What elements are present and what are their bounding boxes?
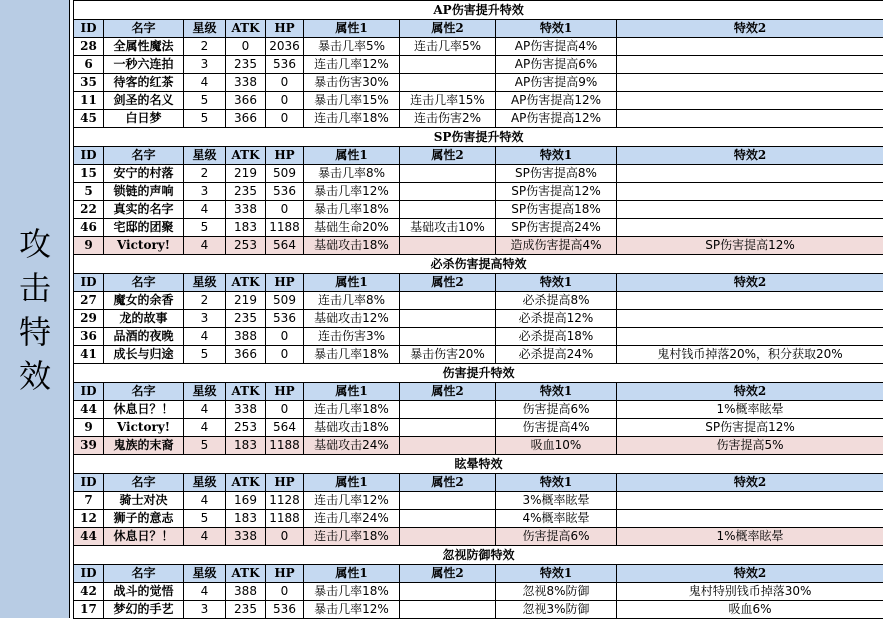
- table-row: [74, 437, 883, 455]
- cell-hp: 536: [266, 601, 304, 619]
- cell-hp: 0: [266, 201, 304, 219]
- cell-atk: 235: [226, 310, 266, 328]
- column-header-attr2: 属性2: [400, 565, 496, 583]
- cell-id: 7: [74, 492, 104, 510]
- cell-eff1: 必杀提高24%: [496, 346, 617, 364]
- cell-eff2: [617, 310, 883, 328]
- cell-atk: 366: [226, 92, 266, 110]
- column-header-id: ID: [74, 383, 104, 401]
- cell-eff2: 吸血6%: [617, 601, 883, 619]
- table-row: [74, 110, 883, 128]
- cell-attr2: [400, 401, 496, 419]
- column-header-star: 星级: [184, 274, 226, 292]
- column-header-eff2: 特效2: [617, 383, 883, 401]
- cell-star: 4: [184, 401, 226, 419]
- cell-hp: 0: [266, 74, 304, 92]
- cell-attr1: 连击几率12%: [304, 56, 400, 74]
- cell-eff2: SP伤害提高12%: [617, 419, 883, 437]
- column-header-eff2: 特效2: [617, 20, 883, 38]
- cell-eff2: [617, 510, 883, 528]
- cell-attr2: [400, 183, 496, 201]
- cell-attr1: 暴击几率12%: [304, 183, 400, 201]
- cell-eff1: AP伤害提高12%: [496, 110, 617, 128]
- cell-star: 5: [184, 437, 226, 455]
- cell-name: 骑士对决: [104, 492, 184, 510]
- cell-attr2: 基础攻击10%: [400, 219, 496, 237]
- table-row: [74, 165, 883, 183]
- cell-star: 4: [184, 528, 226, 546]
- section-title: 忽视防御特效: [74, 546, 883, 565]
- column-header-star: 星级: [184, 565, 226, 583]
- cell-hp: 536: [266, 56, 304, 74]
- cell-star: 3: [184, 601, 226, 619]
- cell-star: 4: [184, 583, 226, 601]
- cell-hp: 536: [266, 183, 304, 201]
- cell-eff1: AP伤害提高4%: [496, 38, 617, 56]
- effects-table: [73, 0, 883, 619]
- column-header-atk: ATK: [226, 20, 266, 38]
- cell-name: 全属性魔法: [104, 38, 184, 56]
- cell-hp: 0: [266, 528, 304, 546]
- cell-id: 17: [74, 601, 104, 619]
- column-header-star: 星级: [184, 147, 226, 165]
- cell-atk: 388: [226, 583, 266, 601]
- column-header-hp: HP: [266, 20, 304, 38]
- column-header-eff2: 特效2: [617, 565, 883, 583]
- column-header-atk: ATK: [226, 274, 266, 292]
- cell-id: 46: [74, 219, 104, 237]
- cell-eff2: 1%概率眩晕: [617, 401, 883, 419]
- column-header-hp: HP: [266, 274, 304, 292]
- table-row: [74, 201, 883, 219]
- column-header-eff2: 特效2: [617, 274, 883, 292]
- cell-star: 4: [184, 419, 226, 437]
- cell-star: 3: [184, 56, 226, 74]
- cell-atk: 338: [226, 528, 266, 546]
- cell-star: 4: [184, 492, 226, 510]
- header-row: [74, 474, 883, 492]
- cell-eff2: 伤害提高5%: [617, 437, 883, 455]
- cell-hp: 0: [266, 110, 304, 128]
- column-header-atk: ATK: [226, 147, 266, 165]
- cell-attr1: 基础攻击18%: [304, 237, 400, 255]
- cell-atk: 183: [226, 510, 266, 528]
- cell-name: 品酒的夜晚: [104, 328, 184, 346]
- cell-eff2: SP伤害提高12%: [617, 237, 883, 255]
- cell-eff2: 鬼村钱币掉落20%，积分获取20%: [617, 346, 883, 364]
- cell-id: 44: [74, 528, 104, 546]
- cell-id: 44: [74, 401, 104, 419]
- cell-eff2: [617, 165, 883, 183]
- table-row: [74, 601, 883, 619]
- cell-star: 2: [184, 165, 226, 183]
- cell-attr1: 连击几率18%: [304, 401, 400, 419]
- cell-atk: 219: [226, 292, 266, 310]
- cell-attr2: [400, 528, 496, 546]
- table-row: [74, 510, 883, 528]
- cell-id: 9: [74, 237, 104, 255]
- cell-hp: 1188: [266, 219, 304, 237]
- cell-name: 安宁的村落: [104, 165, 184, 183]
- cell-eff1: SP伤害提高12%: [496, 183, 617, 201]
- column-header-eff1: 特效1: [496, 147, 617, 165]
- section-title: SP伤害提升特效: [74, 128, 883, 147]
- table-row: [74, 56, 883, 74]
- section-title-row: [74, 128, 883, 147]
- cell-attr1: 连击几率12%: [304, 492, 400, 510]
- cell-attr2: [400, 328, 496, 346]
- cell-attr2: [400, 601, 496, 619]
- column-header-name: 名字: [104, 274, 184, 292]
- section-title-row: [74, 455, 883, 474]
- cell-hp: 0: [266, 583, 304, 601]
- effects-sheet: [73, 0, 883, 619]
- cell-attr2: [400, 165, 496, 183]
- cell-atk: 183: [226, 437, 266, 455]
- column-header-attr1: 属性1: [304, 474, 400, 492]
- column-header-attr2: 属性2: [400, 383, 496, 401]
- cell-name: 成长与归途: [104, 346, 184, 364]
- column-header-star: 星级: [184, 20, 226, 38]
- cell-eff2: [617, 292, 883, 310]
- header-row: [74, 565, 883, 583]
- cell-hp: 564: [266, 237, 304, 255]
- cell-atk: 235: [226, 601, 266, 619]
- column-header-attr1: 属性1: [304, 274, 400, 292]
- cell-atk: 253: [226, 419, 266, 437]
- cell-attr1: 暴击几率8%: [304, 165, 400, 183]
- cell-star: 3: [184, 310, 226, 328]
- cell-hp: 509: [266, 165, 304, 183]
- column-header-hp: HP: [266, 474, 304, 492]
- cell-hp: 0: [266, 346, 304, 364]
- cell-eff2: [617, 219, 883, 237]
- cell-atk: 235: [226, 183, 266, 201]
- column-header-attr2: 属性2: [400, 474, 496, 492]
- section-title: 眩晕特效: [74, 455, 883, 474]
- cell-star: 2: [184, 292, 226, 310]
- cell-id: 42: [74, 583, 104, 601]
- cell-attr1: 基础攻击18%: [304, 419, 400, 437]
- cell-eff1: 伤害提高6%: [496, 528, 617, 546]
- cell-attr2: [400, 437, 496, 455]
- cell-atk: 219: [226, 165, 266, 183]
- cell-name: 白日梦: [104, 110, 184, 128]
- cell-star: 3: [184, 183, 226, 201]
- column-header-hp: HP: [266, 147, 304, 165]
- column-header-hp: HP: [266, 383, 304, 401]
- section-title: AP伤害提升特效: [74, 1, 883, 20]
- cell-eff2: [617, 201, 883, 219]
- cell-name: Victory!: [104, 419, 184, 437]
- cell-attr2: 暴击伤害20%: [400, 346, 496, 364]
- cell-eff2: 1%概率眩晕: [617, 528, 883, 546]
- cell-attr2: [400, 510, 496, 528]
- cell-name: 休息日？！: [104, 528, 184, 546]
- section-title: 必杀伤害提高特效: [74, 255, 883, 274]
- cell-hp: 1188: [266, 437, 304, 455]
- cell-name: Victory!: [104, 237, 184, 255]
- column-header-attr1: 属性1: [304, 147, 400, 165]
- cell-id: 15: [74, 165, 104, 183]
- column-header-atk: ATK: [226, 474, 266, 492]
- table-row: [74, 328, 883, 346]
- cell-attr2: [400, 56, 496, 74]
- cell-name: 剑圣的名义: [104, 92, 184, 110]
- cell-id: 45: [74, 110, 104, 128]
- column-header-name: 名字: [104, 383, 184, 401]
- column-header-attr1: 属性1: [304, 20, 400, 38]
- cell-attr1: 基础攻击24%: [304, 437, 400, 455]
- cell-id: 41: [74, 346, 104, 364]
- cell-eff1: 伤害提高6%: [496, 401, 617, 419]
- column-header-eff2: 特效2: [617, 147, 883, 165]
- header-row: [74, 147, 883, 165]
- cell-eff1: 造成伤害提高4%: [496, 237, 617, 255]
- cell-id: 28: [74, 38, 104, 56]
- cell-eff2: [617, 328, 883, 346]
- cell-hp: 509: [266, 292, 304, 310]
- cell-name: 魔女的余香: [104, 292, 184, 310]
- cell-id: 39: [74, 437, 104, 455]
- column-header-id: ID: [74, 20, 104, 38]
- section-title-row: [74, 255, 883, 274]
- column-header-hp: HP: [266, 565, 304, 583]
- column-header-attr2: 属性2: [400, 147, 496, 165]
- cell-id: 35: [74, 74, 104, 92]
- cell-name: 待客的红茶: [104, 74, 184, 92]
- cell-eff1: AP伤害提高9%: [496, 74, 617, 92]
- cell-eff1: AP伤害提高6%: [496, 56, 617, 74]
- cell-name: 休息日？！: [104, 401, 184, 419]
- table-row: [74, 583, 883, 601]
- column-header-attr2: 属性2: [400, 20, 496, 38]
- column-header-name: 名字: [104, 20, 184, 38]
- cell-atk: 169: [226, 492, 266, 510]
- cell-attr1: 暴击几率5%: [304, 38, 400, 56]
- cell-atk: 338: [226, 74, 266, 92]
- column-header-attr1: 属性1: [304, 565, 400, 583]
- cell-star: 4: [184, 74, 226, 92]
- cell-eff1: 忽视8%防御: [496, 583, 617, 601]
- cell-id: 11: [74, 92, 104, 110]
- cell-eff1: SP伤害提高18%: [496, 201, 617, 219]
- cell-eff2: [617, 74, 883, 92]
- column-header-eff1: 特效1: [496, 474, 617, 492]
- category-title: 攻 击 特 效: [0, 222, 70, 398]
- cell-name: 战斗的觉悟: [104, 583, 184, 601]
- header-row: [74, 383, 883, 401]
- section-title-row: [74, 364, 883, 383]
- column-header-eff2: 特效2: [617, 474, 883, 492]
- cell-eff2: [617, 56, 883, 74]
- cell-attr1: 基础生命20%: [304, 219, 400, 237]
- cell-atk: 338: [226, 201, 266, 219]
- cell-atk: 366: [226, 110, 266, 128]
- column-header-id: ID: [74, 274, 104, 292]
- column-header-atk: ATK: [226, 565, 266, 583]
- table-row: [74, 183, 883, 201]
- cell-attr2: 连击几率15%: [400, 92, 496, 110]
- cell-attr1: 连击伤害3%: [304, 328, 400, 346]
- cell-eff2: [617, 492, 883, 510]
- cell-id: 12: [74, 510, 104, 528]
- cell-id: 22: [74, 201, 104, 219]
- cell-star: 5: [184, 346, 226, 364]
- cell-name: 真实的名字: [104, 201, 184, 219]
- cell-id: 36: [74, 328, 104, 346]
- cell-attr2: [400, 583, 496, 601]
- table-row: [74, 401, 883, 419]
- cell-hp: 0: [266, 401, 304, 419]
- section-title-row: [74, 1, 883, 20]
- cell-star: 4: [184, 328, 226, 346]
- cell-eff1: 必杀提高18%: [496, 328, 617, 346]
- column-header-eff1: 特效1: [496, 383, 617, 401]
- cell-name: 梦幻的手艺: [104, 601, 184, 619]
- cell-star: 2: [184, 38, 226, 56]
- column-header-attr2: 属性2: [400, 274, 496, 292]
- table-row: [74, 419, 883, 437]
- cell-name: 鬼族的末裔: [104, 437, 184, 455]
- cell-atk: 338: [226, 401, 266, 419]
- cell-attr2: [400, 201, 496, 219]
- cell-eff1: SP伤害提高24%: [496, 219, 617, 237]
- cell-attr2: [400, 292, 496, 310]
- cell-attr2: 连击伤害2%: [400, 110, 496, 128]
- table-row: [74, 237, 883, 255]
- cell-attr1: 暴击几率18%: [304, 201, 400, 219]
- cell-hp: 536: [266, 310, 304, 328]
- cell-attr2: [400, 492, 496, 510]
- cell-attr1: 暴击伤害30%: [304, 74, 400, 92]
- section-title-row: [74, 546, 883, 565]
- table-row: [74, 219, 883, 237]
- column-header-star: 星级: [184, 474, 226, 492]
- cell-hp: 1128: [266, 492, 304, 510]
- cell-star: 5: [184, 219, 226, 237]
- cell-atk: 235: [226, 56, 266, 74]
- cell-attr1: 暴击几率18%: [304, 346, 400, 364]
- cell-attr2: 连击几率5%: [400, 38, 496, 56]
- column-header-atk: ATK: [226, 383, 266, 401]
- column-header-eff1: 特效1: [496, 565, 617, 583]
- column-header-eff1: 特效1: [496, 20, 617, 38]
- cell-star: 5: [184, 110, 226, 128]
- cell-atk: 366: [226, 346, 266, 364]
- cell-eff1: 必杀提高12%: [496, 310, 617, 328]
- table-row: [74, 310, 883, 328]
- cell-attr2: [400, 310, 496, 328]
- cell-star: 4: [184, 237, 226, 255]
- cell-star: 5: [184, 510, 226, 528]
- cell-attr1: 连击几率8%: [304, 292, 400, 310]
- column-header-name: 名字: [104, 147, 184, 165]
- column-header-id: ID: [74, 147, 104, 165]
- cell-attr1: 连击几率24%: [304, 510, 400, 528]
- cell-atk: 0: [226, 38, 266, 56]
- cell-eff1: 忽视3%防御: [496, 601, 617, 619]
- cell-hp: 0: [266, 92, 304, 110]
- cell-attr1: 暴击几率18%: [304, 583, 400, 601]
- cell-eff1: AP伤害提高12%: [496, 92, 617, 110]
- cell-atk: 253: [226, 237, 266, 255]
- cell-name: 宅邸的团聚: [104, 219, 184, 237]
- section-title: 伤害提升特效: [74, 364, 883, 383]
- column-header-attr1: 属性1: [304, 383, 400, 401]
- cell-eff1: SP伤害提高8%: [496, 165, 617, 183]
- column-header-name: 名字: [104, 474, 184, 492]
- cell-star: 5: [184, 92, 226, 110]
- cell-eff1: 伤害提高4%: [496, 419, 617, 437]
- column-header-eff1: 特效1: [496, 274, 617, 292]
- column-header-id: ID: [74, 474, 104, 492]
- cell-id: 6: [74, 56, 104, 74]
- header-row: [74, 274, 883, 292]
- cell-eff1: 3%概率眩晕: [496, 492, 617, 510]
- table-row: [74, 92, 883, 110]
- cell-star: 4: [184, 201, 226, 219]
- column-header-id: ID: [74, 565, 104, 583]
- cell-id: 9: [74, 419, 104, 437]
- table-row: [74, 74, 883, 92]
- cell-name: 一秒六连拍: [104, 56, 184, 74]
- cell-attr1: 暴击几率12%: [304, 601, 400, 619]
- cell-eff2: [617, 38, 883, 56]
- cell-hp: 0: [266, 328, 304, 346]
- table-row: [74, 528, 883, 546]
- cell-attr2: [400, 237, 496, 255]
- table-row: [74, 292, 883, 310]
- cell-atk: 183: [226, 219, 266, 237]
- cell-name: 锁链的声响: [104, 183, 184, 201]
- cell-id: 29: [74, 310, 104, 328]
- cell-eff1: 4%概率眩晕: [496, 510, 617, 528]
- cell-eff1: 吸血10%: [496, 437, 617, 455]
- cell-attr1: 基础攻击12%: [304, 310, 400, 328]
- cell-eff1: 必杀提高8%: [496, 292, 617, 310]
- cell-eff2: [617, 183, 883, 201]
- cell-eff2: [617, 110, 883, 128]
- table-row: [74, 38, 883, 56]
- cell-atk: 388: [226, 328, 266, 346]
- column-header-star: 星级: [184, 383, 226, 401]
- table-row: [74, 346, 883, 364]
- cell-attr2: [400, 74, 496, 92]
- cell-name: 狮子的意志: [104, 510, 184, 528]
- cell-id: 5: [74, 183, 104, 201]
- cell-attr1: 连击几率18%: [304, 110, 400, 128]
- cell-attr1: 连击几率18%: [304, 528, 400, 546]
- cell-name: 龙的故事: [104, 310, 184, 328]
- cell-attr2: [400, 419, 496, 437]
- header-row: [74, 20, 883, 38]
- cell-hp: 564: [266, 419, 304, 437]
- category-sidebar: [0, 0, 70, 618]
- cell-id: 27: [74, 292, 104, 310]
- cell-hp: 2036: [266, 38, 304, 56]
- cell-eff2: 鬼村特别钱币掉落30%: [617, 583, 883, 601]
- column-header-name: 名字: [104, 565, 184, 583]
- cell-eff2: [617, 92, 883, 110]
- cell-hp: 1188: [266, 510, 304, 528]
- cell-attr1: 暴击几率15%: [304, 92, 400, 110]
- table-row: [74, 492, 883, 510]
